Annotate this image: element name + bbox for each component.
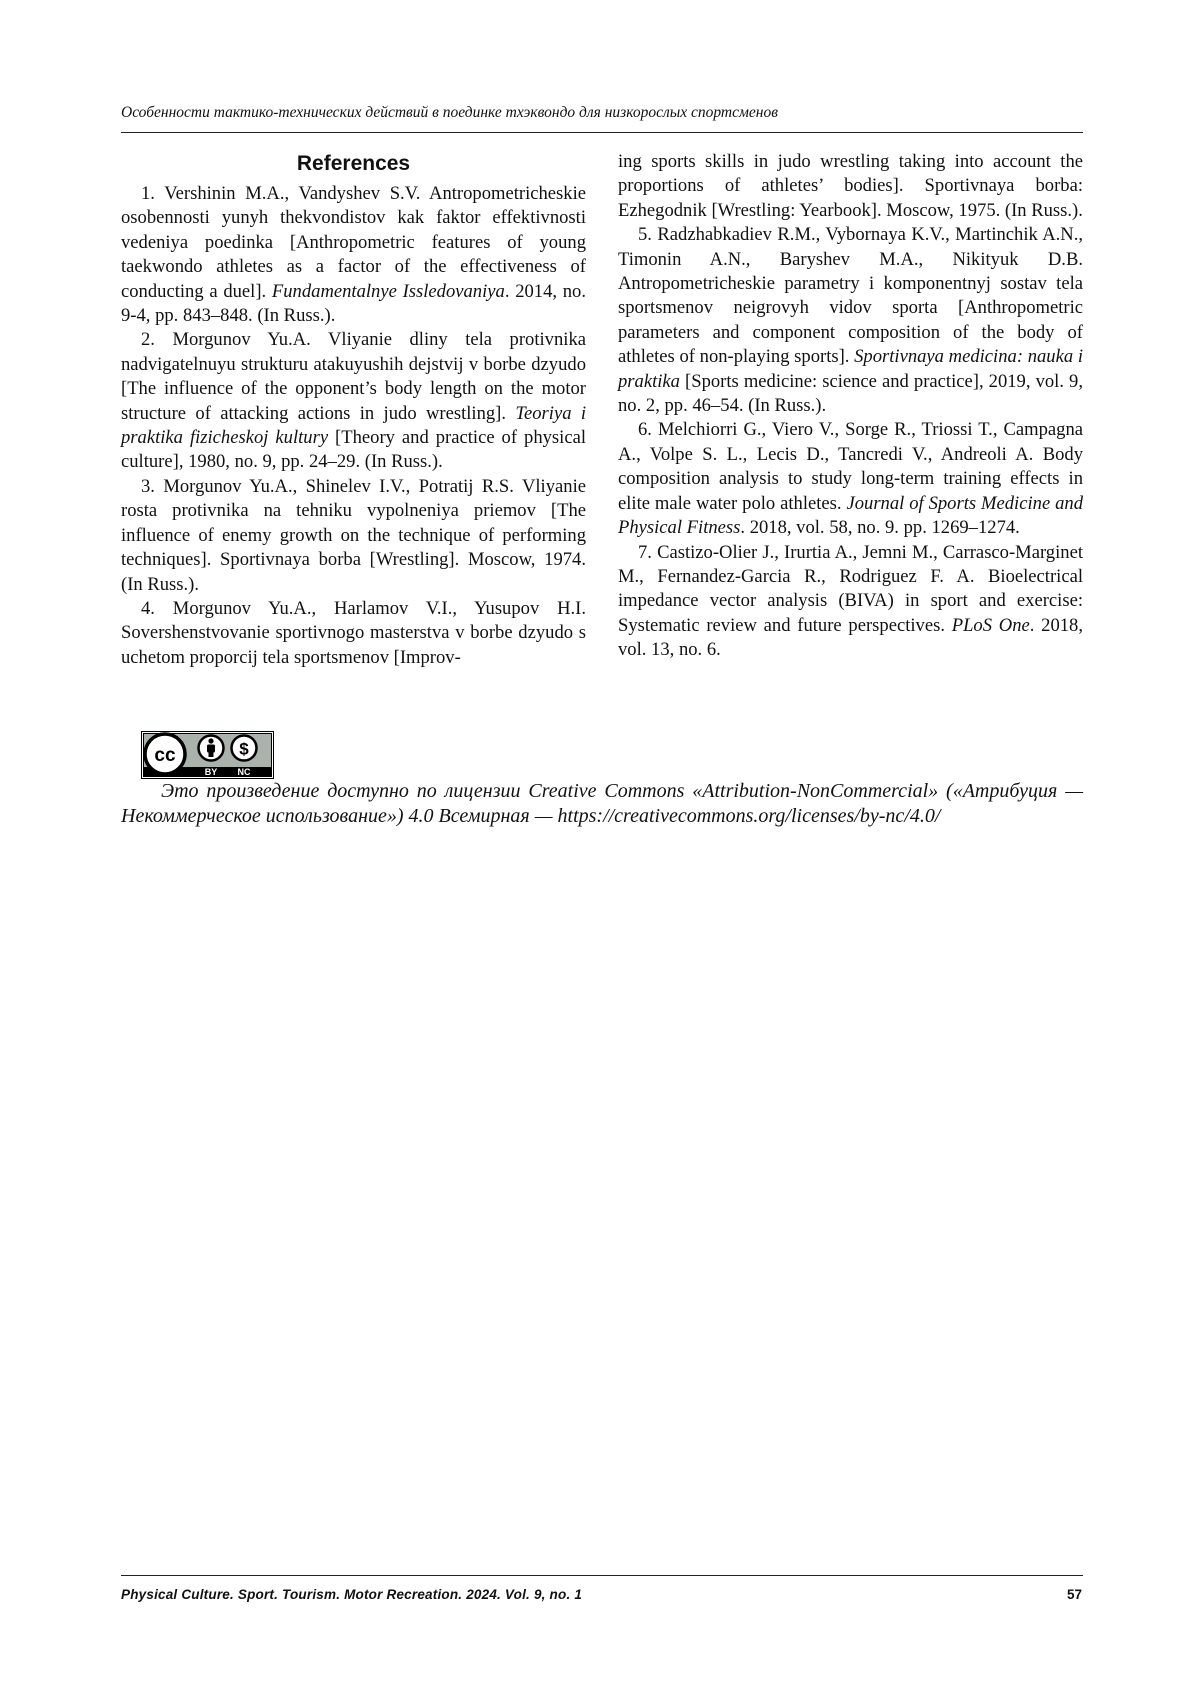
page-number: 57 xyxy=(1066,1587,1082,1602)
nc-noncommercial-icon xyxy=(232,736,257,761)
reference-journal: Journal of Sports Medicine and Physical Fitness xyxy=(618,492,1083,539)
reference-journal: Sportivnaya medicina: nauka i praktika xyxy=(618,346,1083,392)
reference-item-6: 6. Melchiorri G., Viero V., Sorge R., Triossi T., Campagna A., Volpe S. L., Lecis D., Tancredi V., Andreoli A. Body composition analysis to study long-term training effects in elite male water polo athletes. Journal of Sports Medicine and Physical Fitness. 2018, vol. 58, no. 9. pp. 1269–1274. xyxy=(618,419,1083,539)
footer-rule xyxy=(121,1575,1083,1576)
svg-text:$: $ xyxy=(239,739,249,759)
references-heading: References xyxy=(296,152,411,175)
cc-icon xyxy=(145,734,185,774)
footer-journal-title: Physical Culture. Sport. Tourism. Motor Recreation. 2024. Vol. 9, no. 1 xyxy=(121,1587,583,1602)
badge-by-label: BY xyxy=(204,767,218,777)
reference-item-2: 2. Morgunov Yu.A. Vliyanie dliny tela protivnika nadvigatelnuyu strukturu atakuyushih dejstvij v borbe dzyudo [The influence of the opponent’s body length on the motor structure of attacking actions in judo wrestling]. Teoriya i praktika fizicheskoj kultury [Theory and practice of physical culture], 1980, no. 9, pp. 24–29. (In Russ.). xyxy=(121,329,587,473)
cc-by-nc-license-badge xyxy=(141,731,274,779)
reference-item-4-continuation: ing sports skills in judo wrestling taking into account the proportions of athletes’ bodies]. Sportivnaya borba: Ezhegodnik [Wrestling: Yearbook]. Moscow, 1975. (In Russ.). xyxy=(618,151,1083,221)
reference-journal: Fundamentalnye Issledovaniya xyxy=(271,280,505,302)
reference-item-7: 7. Castizo-Olier J., Irurtia A., Jemni M., Carrasco-Marginet M., Fernandez-Garcia R., Rodriguez F. A. Bioelectrical impedance vector analysis (BIVA) in sport and exercise: Systematic review and future perspectives. PLoS One. 2018, vol. 13, no. 6. xyxy=(618,541,1084,661)
references-column-right xyxy=(618,150,1083,663)
reference-journal: PLoS One xyxy=(951,614,1030,636)
by-attribution-icon xyxy=(199,736,224,761)
running-header: Особенности тактико-технических действий в поединке тхэквондо для низкорослых спортсменов xyxy=(121,104,778,121)
svg-text:cc: cc xyxy=(154,745,176,766)
license-text: Это произведение доступно по лицензии Creative Commons «Attribution-NonCommercial» («Атрибуция — Некоммерческое использование») 4.0 Всемирная — https://creativecommons.org/licenses/by-nc/4.0/ xyxy=(121,780,1083,827)
reference-item-1: 1. Vershinin M.A., Vandyshev S.V. Antropometricheskie osobennosti yunyh thekvondistov kak faktor effektivnosti vedeniya poedinka [Anthropometric features of young taekwondo athletes as a factor of the effectiveness of conducting a duel]. Fundamentalnye Issledovaniya. 2014, no. 9-4, pp. 843–848. (In Russ.). xyxy=(121,183,587,327)
references-column-left xyxy=(121,150,586,670)
reference-item-5: 5. Radzhabkadiev R.M., Vybornaya K.V., Martinchik A.N., Timonin A.N., Baryshev M.A., Nikityuk D.B. Antropometricheskie parametry i komponentnyj sostav tela sportsmenov neigrovyh vidov sporta [Anthropometric parameters and component composition of the body of athletes of non-playing sports]. Sportivnaya medicina: nauka i praktika [Sports medicine: science and practice], 2019, vol. 9, no. 2, pp. 46–54. (In Russ.). xyxy=(618,224,1083,417)
reference-item-4: 4. Morgunov Yu.A., Harlamov V.I., Yusupov H.I. Sovershenstvovanie sportivnogo masterstva v borbe dzyudo s uchetom proporcij tela sportsmenov [Improv- xyxy=(121,597,586,668)
header-rule xyxy=(121,132,1083,133)
reference-journal: Teoriya i praktika fizicheskoj kultury xyxy=(121,402,587,449)
badge-nc-label: NC xyxy=(237,767,251,777)
reference-item-3: 3. Morgunov Yu.A., Shinelev I.V., Potratij R.S. Vliyanie rosta protivnika na tehniku vypolneniya priemov [The influence of enemy growth on the technique of performing techniques]. Sportivnaya borba [Wrestling]. Moscow, 1974. (In Russ.). xyxy=(121,475,586,595)
license-notice xyxy=(121,779,1083,829)
